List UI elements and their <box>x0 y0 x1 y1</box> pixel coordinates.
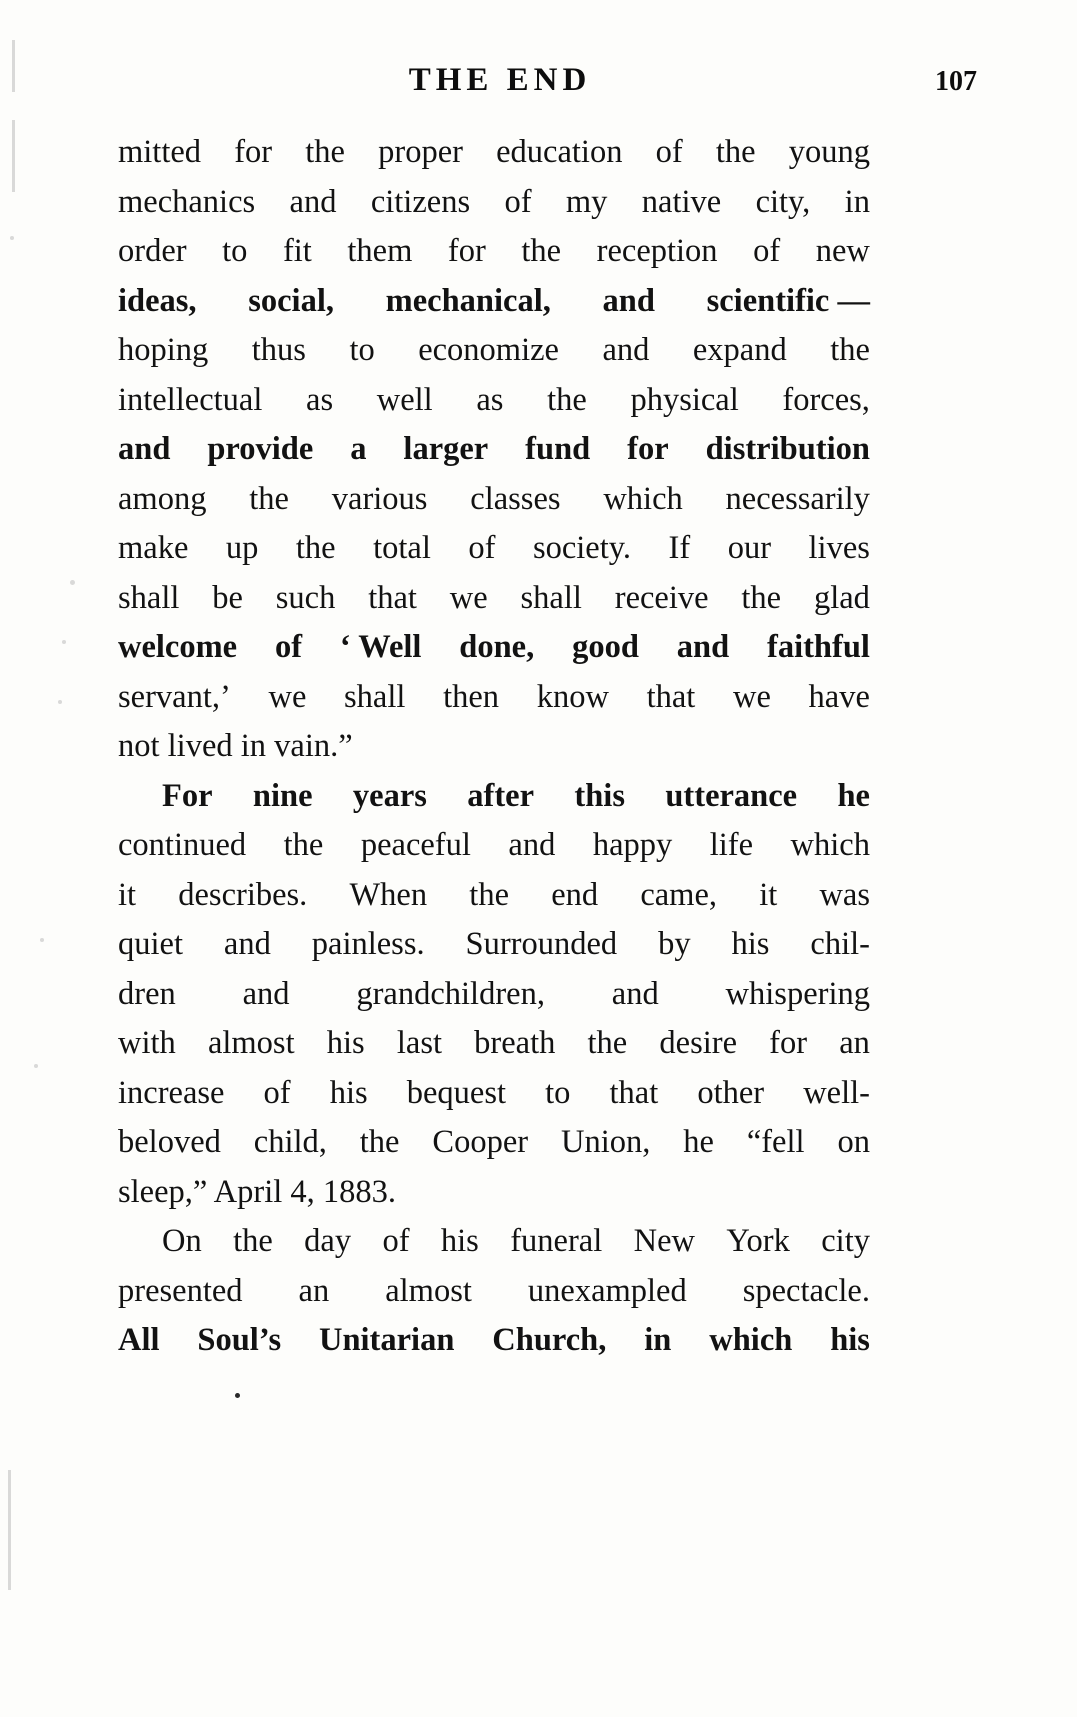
text-word: If <box>668 530 691 566</box>
text-word: the <box>521 233 562 269</box>
text-word: Cooper <box>432 1124 529 1160</box>
text-line <box>118 227 870 277</box>
text-line <box>118 376 870 426</box>
text-word: shall <box>344 678 406 715</box>
text-word: mechanical, <box>385 282 551 319</box>
text-word: of <box>382 1223 410 1259</box>
text-word: economize <box>418 332 559 368</box>
text-word: the <box>741 579 782 616</box>
text-word: it <box>118 876 137 913</box>
text-word: painless. <box>311 926 425 962</box>
text-word: a <box>350 431 367 467</box>
text-line <box>118 623 870 673</box>
page-header <box>120 62 880 106</box>
text-line <box>118 673 870 723</box>
text-word: he <box>837 777 870 814</box>
text-line <box>118 1316 870 1366</box>
text-word: hoping <box>118 332 209 368</box>
text-line <box>118 821 870 871</box>
text-word: grandchildren, <box>356 975 545 1012</box>
text-line <box>118 772 870 822</box>
text-word: and <box>289 183 337 220</box>
text-word: that <box>609 1074 659 1111</box>
text-word: new <box>815 233 870 269</box>
text-word: thus <box>251 332 306 368</box>
scan-edge-mark <box>12 120 15 192</box>
text-word: our <box>727 530 772 566</box>
text-word: and <box>611 975 659 1012</box>
text-word: expand <box>692 332 787 368</box>
text-word: then <box>443 678 500 715</box>
text-word: larger <box>403 431 489 467</box>
text-word: glad <box>813 579 870 616</box>
text-line <box>118 178 870 228</box>
text-line <box>118 1267 870 1317</box>
text-word: the <box>359 1124 400 1160</box>
text-word: his <box>326 1025 365 1061</box>
text-line: sleep,” April 4, 1883. <box>118 1173 397 1210</box>
text-line <box>118 128 870 178</box>
running-title: THE END <box>408 62 592 98</box>
text-word: Unitarian <box>318 1322 455 1358</box>
scan-edge-mark <box>10 236 14 240</box>
text-word: to <box>545 1074 571 1111</box>
text-word: dren <box>118 975 176 1012</box>
text-word: we <box>268 678 307 715</box>
text-line <box>118 277 870 327</box>
text-word: almost <box>207 1025 295 1061</box>
text-word: York <box>726 1223 790 1259</box>
text-word: shall <box>118 579 180 616</box>
text-word: good <box>572 629 639 665</box>
text-word: forces, <box>782 381 870 418</box>
scan-edge-mark <box>70 580 75 585</box>
text-word: total <box>373 530 431 566</box>
text-word: the <box>233 1223 273 1259</box>
text-word: When <box>349 876 428 913</box>
text-word: young <box>788 134 870 170</box>
text-word: For <box>162 777 213 814</box>
text-word: the <box>830 332 870 368</box>
text-word: continued <box>118 827 247 863</box>
text-word: by <box>658 926 691 962</box>
text-word: desire <box>659 1025 737 1061</box>
text-word: and <box>223 926 271 962</box>
text-word: intellectual <box>118 381 263 418</box>
text-word: faithful <box>767 629 870 665</box>
text-word: reception <box>596 233 718 269</box>
text-word: necessarily <box>725 480 870 517</box>
text-word: which <box>790 827 870 863</box>
text-word: lives <box>808 530 870 566</box>
text-word: the <box>715 134 756 170</box>
text-word: funeral <box>510 1223 603 1259</box>
text-word: spectacle. <box>742 1272 870 1309</box>
text-word: chil- <box>810 926 870 962</box>
text-word: last <box>396 1025 442 1061</box>
text-line <box>118 970 870 1020</box>
text-word: make <box>118 530 189 566</box>
text-word: education <box>496 134 623 170</box>
text-word: provide <box>207 431 314 467</box>
text-word: among <box>118 480 207 517</box>
text-word: social, <box>248 282 334 319</box>
text-word: it <box>759 876 778 913</box>
text-word: Church, <box>492 1322 607 1358</box>
text-word: unexampled <box>527 1272 687 1309</box>
text-word: the <box>249 480 289 517</box>
text-word: on <box>837 1124 870 1160</box>
text-word: Surrounded <box>465 926 618 962</box>
text-word: whispering <box>725 975 870 1012</box>
text-word: my <box>565 183 608 220</box>
text-word: his <box>830 1322 870 1358</box>
text-word: and <box>602 332 650 368</box>
text-word: of <box>753 233 781 269</box>
text-line <box>118 475 870 525</box>
text-word: his <box>440 1223 479 1259</box>
text-word: them <box>347 233 413 269</box>
text-word: receive <box>614 579 709 616</box>
text-word: years <box>352 777 427 814</box>
text-word: Soul’s <box>197 1322 282 1358</box>
text-word: an <box>839 1025 870 1061</box>
text-word: after <box>467 777 535 814</box>
text-word: nine <box>252 777 313 814</box>
text-word: he <box>683 1124 714 1160</box>
text-word: we <box>732 678 771 715</box>
text-word: New <box>633 1223 695 1259</box>
text-word: for <box>627 431 669 467</box>
text-word: “fell <box>746 1124 805 1160</box>
text-word: which <box>709 1322 793 1358</box>
text-word: describes. <box>178 876 308 913</box>
text-word: an <box>298 1272 330 1309</box>
text-line <box>118 1069 870 1119</box>
text-word: and <box>242 975 290 1012</box>
text-word: which <box>603 480 683 517</box>
text-word: of <box>655 134 683 170</box>
text-word: almost <box>385 1272 472 1309</box>
text-word: and <box>602 282 655 319</box>
text-word: for <box>769 1025 808 1061</box>
text-word: citizens <box>370 183 471 220</box>
text-word: various <box>331 480 428 517</box>
text-word: Union, <box>560 1124 651 1160</box>
text-line: not lived in vain.” <box>118 728 353 764</box>
text-word: ideas, <box>118 282 197 319</box>
text-word: to <box>349 332 375 368</box>
text-word: and <box>118 431 171 467</box>
text-word: the <box>587 1025 628 1061</box>
scan-edge-mark <box>58 700 62 704</box>
scan-edge-mark <box>34 1064 38 1068</box>
text-word: was <box>819 876 870 913</box>
text-line <box>118 574 870 624</box>
text-word: the <box>547 381 587 418</box>
scan-edge-mark <box>12 40 15 92</box>
text-word: up <box>225 530 259 566</box>
text-word: servant,’ <box>118 678 231 715</box>
text-word: know <box>536 678 609 715</box>
text-word: classes <box>470 480 561 517</box>
text-word: be <box>212 579 243 616</box>
text-word: the <box>305 134 345 170</box>
text-line <box>118 871 870 921</box>
text-word: have <box>808 678 870 715</box>
text-word: physical <box>630 381 739 418</box>
text-word: breath <box>474 1025 556 1061</box>
text-word: All <box>118 1322 160 1358</box>
text-word: in <box>644 1322 672 1358</box>
text-word: of <box>263 1074 291 1111</box>
text-word: fund <box>525 431 591 467</box>
text-word: city <box>821 1223 870 1259</box>
text-word: bequest <box>406 1074 507 1111</box>
text-word: happy <box>592 827 673 863</box>
text-line <box>118 425 870 475</box>
scan-edge-mark <box>62 640 66 644</box>
text-word: and <box>508 827 556 863</box>
text-word: end <box>551 876 599 913</box>
text-word: in <box>844 183 870 220</box>
scan-edge-mark <box>8 1470 11 1590</box>
text-word: order <box>118 233 187 269</box>
text-line <box>118 1019 870 1069</box>
text-word: welcome <box>118 629 238 665</box>
text-line <box>118 920 870 970</box>
text-word: as <box>306 381 334 418</box>
page-body-text <box>118 128 870 1366</box>
text-word: day <box>304 1223 352 1259</box>
text-word: mitted <box>118 134 202 170</box>
text-word: the <box>469 876 510 913</box>
text-word: to <box>222 233 248 269</box>
text-word: On <box>162 1223 202 1259</box>
text-word: as <box>476 381 504 418</box>
text-word: with <box>118 1025 176 1061</box>
text-word: other <box>697 1074 765 1111</box>
text-word: of <box>274 629 303 665</box>
text-word: for <box>447 233 486 269</box>
text-word: fit <box>282 233 312 269</box>
text-line <box>118 326 870 376</box>
text-word: distribution <box>705 431 870 467</box>
text-line <box>118 1217 870 1267</box>
text-word: life <box>709 827 754 863</box>
scan-speck <box>235 1393 240 1398</box>
text-word: ‘ Well <box>339 629 422 665</box>
text-word: presented <box>118 1272 243 1309</box>
text-word: the <box>295 530 336 566</box>
text-word: quiet <box>118 926 183 962</box>
text-line <box>118 1118 870 1168</box>
text-word: proper <box>378 134 463 170</box>
text-word: we <box>449 579 488 616</box>
text-word: mechanics <box>118 183 256 220</box>
text-word: of <box>468 530 496 566</box>
text-word: and <box>676 629 730 665</box>
text-word: his <box>329 1074 368 1111</box>
text-word: scientific — <box>706 282 870 319</box>
text-word: that <box>646 678 696 715</box>
text-word: his <box>731 926 770 962</box>
text-word: well- <box>803 1074 870 1111</box>
text-word: well <box>376 381 433 418</box>
text-word: the <box>283 827 324 863</box>
text-word: utterance <box>665 777 798 814</box>
text-word: child, <box>253 1124 327 1160</box>
text-word: for <box>234 134 273 170</box>
text-line <box>118 524 870 574</box>
text-word: shall <box>520 579 582 616</box>
page-number: 107 <box>935 66 977 97</box>
text-word: beloved <box>118 1124 221 1160</box>
text-word: that <box>368 579 417 616</box>
text-word: peaceful <box>360 827 471 863</box>
text-word: done, <box>459 629 535 665</box>
text-word: native <box>641 183 722 220</box>
text-word: society. <box>532 530 632 566</box>
text-word: such <box>275 579 336 616</box>
text-word: this <box>574 777 625 814</box>
scan-edge-mark <box>40 938 44 942</box>
text-word: of <box>504 183 532 220</box>
text-word: came, <box>640 876 718 913</box>
text-word: increase <box>118 1074 225 1111</box>
text-word: city, <box>755 183 811 220</box>
